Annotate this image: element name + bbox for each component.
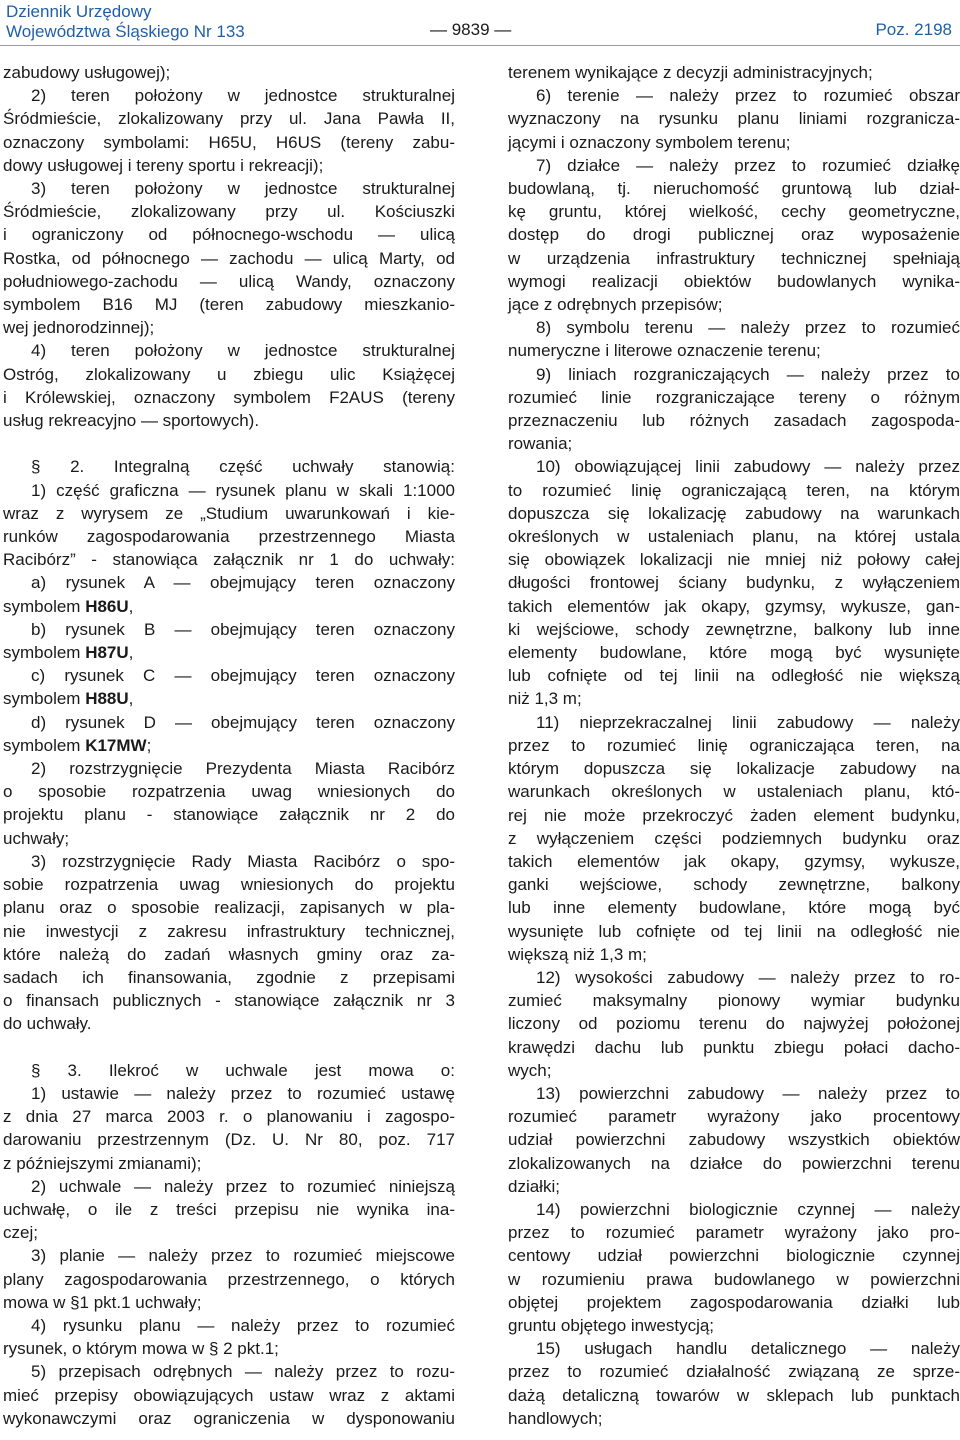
text-line: 2) uchwale — należy przez to rozumieć niniejszą bbox=[31, 1176, 455, 1196]
text-line: liczony od poziomu terenu do najwyżej położonej bbox=[508, 1014, 960, 1034]
journal-title-line2: Województwa Śląskiego Nr 133 bbox=[6, 22, 245, 41]
left-column bbox=[3, 61, 455, 1430]
journal-title-line1: Dziennik Urzędowy bbox=[6, 2, 152, 21]
text-line: zabudowy usługowej); bbox=[3, 63, 171, 82]
text-line: 12) wysokości zabudowy — należy przez to ro- bbox=[536, 967, 960, 987]
text-line: lub inne elementy budowlane, które mogą być bbox=[508, 898, 960, 918]
text-line: nie inwestycji z zakresu infrastruktury technicznej, bbox=[3, 921, 455, 941]
text-line: a) rysunek A — obejmujący teren oznaczony bbox=[31, 573, 455, 593]
journal-title bbox=[6, 2, 245, 42]
text-line: 11) nieprzekraczalnej linii zabudowy — należy bbox=[536, 712, 960, 732]
text-line: 3) planie — należy przez to rozumieć miejscowe bbox=[31, 1246, 455, 1266]
text-line: § 3. Ilekroć w uchwale jest mowa o: bbox=[31, 1060, 455, 1080]
text-line: symbolem B16 MJ (teren zabudowy mieszkanio- bbox=[3, 295, 455, 315]
text-line: uchwały; bbox=[3, 828, 70, 848]
text-line: c) rysunek C — obejmujący teren oznaczony bbox=[31, 666, 455, 686]
text-line: Rostka, od północnego — zachodu — ulicą Marty, od bbox=[3, 248, 455, 268]
text-line: handlowych; bbox=[508, 1408, 603, 1428]
text-line: 3) rozstrzygnięcie Rady Miasta Racibórz o spo- bbox=[31, 851, 455, 871]
text-line: symbolem H88U, bbox=[3, 689, 134, 709]
text-line: rowania; bbox=[508, 434, 573, 454]
text-line: jące z odrębnych przepisów; bbox=[508, 295, 723, 315]
text-line: o finansach publicznych - stanowiące załącznik nr 3 bbox=[3, 991, 455, 1011]
text-line: to rozumieć linię ograniczającą teren, na którym bbox=[508, 480, 960, 500]
text-line: z późniejszymi zmianami); bbox=[3, 1153, 202, 1173]
text-line: czej; bbox=[3, 1223, 38, 1243]
text-line: przez to rozumieć parametr wyrażony jako pro- bbox=[508, 1223, 960, 1243]
text-line: którym dopuszcza się lokalizacje zabudowy na bbox=[508, 759, 960, 779]
text-line: przeznaczeniu lub różnych zasadach zagospoda- bbox=[508, 411, 960, 431]
text-line: wykonawczymi oraz ograniczenia w dysponowaniu bbox=[3, 1408, 455, 1428]
text-line: 1) część graficzna — rysunek planu w skali 1:1000 bbox=[31, 480, 455, 500]
text-line: elementy budowlane, które mogą być wysunięte bbox=[508, 643, 960, 663]
text-line: przez to rozumieć linię ograniczająca teren, na bbox=[508, 735, 960, 755]
text-line: z dnia 27 marca 2003 r. o planowaniu i zagospo- bbox=[3, 1107, 455, 1127]
text-line: 2) rozstrzygnięcie Prezydenta Miasta Racibórz bbox=[31, 759, 455, 779]
text-line: 8) symbolu terenu — należy przez to rozumieć bbox=[536, 318, 960, 338]
text-line: określonych w ustaleniach planu, na której ustala bbox=[508, 527, 960, 547]
text-line: Śródmieście, zlokalizowany przy ul. Kościuszki bbox=[3, 202, 455, 222]
text-line: większą niż 1,3 m; bbox=[508, 944, 647, 964]
paragraph-gap bbox=[3, 1036, 455, 1059]
text-line: dażą detaliczną towarów w sklepach lub punktach bbox=[508, 1385, 960, 1405]
text-line: wymogi realizacji obiektów budowlanych wynika- bbox=[508, 271, 960, 291]
text-line: objętej projektem zagospodarowania działki lub bbox=[508, 1292, 960, 1312]
text-line: sadach ich finansowania, zgodnie z przepisami bbox=[3, 967, 455, 987]
text-line: oznaczony symbolami: H65U, H6US (tereny zabu- bbox=[3, 132, 455, 152]
text-line: d) rysunek D — obejmujący teren oznaczony bbox=[31, 712, 455, 732]
text-line: przez to rozumieć działalność związaną ze sprze- bbox=[508, 1362, 960, 1382]
text-line: udział powierzchni zabudowy wszystkich obiektów bbox=[508, 1130, 960, 1150]
text-line: 6) terenie — należy przez to rozumieć obszar bbox=[536, 86, 960, 106]
text-line: działki; bbox=[508, 1176, 560, 1196]
text-line: 2) teren położony w jednostce strukturalnej bbox=[31, 86, 455, 106]
text-line: 13) powierzchni zabudowy — należy przez to bbox=[536, 1083, 960, 1103]
position-number: Poz. 2198 bbox=[875, 20, 952, 39]
text-line: Śródmieście, zlokalizowany przy ul. Jana Pawła II, bbox=[3, 109, 455, 129]
text-line: zlokalizowanych na działce do powierzchni terenu bbox=[508, 1153, 960, 1173]
text-line: 1) ustawie — należy przez to rozumieć ustawę bbox=[31, 1083, 455, 1103]
text-line: mieć przepisy obowiązujących ustaw wraz z aktami bbox=[3, 1385, 455, 1405]
text-line: zumieć maksymalny pionowy wymiar budynku bbox=[508, 991, 960, 1011]
text-line: wyznaczony na rysunku planu liniami rozgranicza- bbox=[508, 109, 960, 129]
text-line: długości frontowej ściany budynku, z wyłączeniem bbox=[508, 573, 960, 593]
text-line: runków zagospodarowania przestrzennego Miasta bbox=[3, 527, 455, 547]
text-line: 5) przepisach odrębnych — należy przez to rozu- bbox=[31, 1362, 455, 1382]
text-line: darowaniu przestrzennym (Dz. U. Nr 80, poz. 717 bbox=[3, 1130, 455, 1150]
text-line: 4) rysunku planu — należy przez to rozumieć bbox=[31, 1315, 455, 1335]
text-line: planu oraz o sposobie realizacji, zapisanych w pla- bbox=[3, 898, 455, 918]
text-line: 3) teren położony w jednostce strukturalnej bbox=[31, 179, 455, 199]
text-line: symbolem H86U, bbox=[3, 596, 134, 616]
text-line: wraz z wyrysem ze „Studium uwarunkowań i kie- bbox=[3, 503, 455, 523]
text-line: dopuszcza się lokalizację zabudowy na warunkach bbox=[508, 503, 960, 523]
text-line: symbolem H87U, bbox=[3, 643, 134, 663]
text-line: 4) teren położony w jednostce strukturalnej bbox=[31, 341, 455, 361]
text-line: symbolem K17MW; bbox=[3, 735, 152, 755]
page-header bbox=[0, 0, 960, 44]
text-line: takich elementów jak okapy, gzymsy, wykusze, gan- bbox=[508, 596, 960, 616]
text-line: z wyłączeniem części podziemnych budynku oraz bbox=[508, 828, 960, 848]
text-line: jącymi i oznaczony symbolem terenu; bbox=[508, 132, 791, 152]
text-line: sobie rozpatrzenia uwag wniesionych do projektu bbox=[3, 875, 455, 895]
text-line: usług rekreacyjno — sportowych). bbox=[3, 411, 260, 431]
text-line: dostęp do drogi publicznej oraz wyposażenie bbox=[508, 225, 960, 245]
text-line: o sposobie rozpatrzenia uwag wniesionych do bbox=[3, 782, 455, 802]
text-line: takich elementów jak okapy, gzymsy, wykusze, bbox=[508, 851, 960, 871]
text-line: gruntu objętego inwestycją; bbox=[508, 1315, 715, 1335]
paragraph-gap bbox=[3, 432, 455, 455]
text-line: rozumieć linie rozgraniczające tereny o różnym bbox=[508, 387, 960, 407]
text-line: ganki wejściowe, schody zewnętrzne, balkony bbox=[508, 875, 960, 895]
text-line: się obowiązek lokalizacji nie mniej niż połowy całej bbox=[508, 550, 960, 570]
text-line: południowego-zachodu — ulicą Wandy, oznaczony bbox=[3, 271, 455, 291]
text-line: projektu planu - stanowiące załącznik nr 2 do bbox=[3, 805, 455, 825]
text-line: terenem wynikające z decyzji administracyjnych; bbox=[508, 63, 873, 82]
text-line: § 2. Integralną część uchwały stanowią: bbox=[31, 457, 455, 477]
text-line: centowy udział powierzchni biologicznie czynnej bbox=[508, 1246, 960, 1266]
header-divider bbox=[0, 45, 960, 46]
text-line: rozumieć parametr wyrażony jako procentowy bbox=[508, 1107, 960, 1127]
text-line: 9) liniach rozgraniczających — należy przez to bbox=[536, 364, 960, 384]
text-line: 14) powierzchni biologicznie czynnej — należy bbox=[536, 1199, 960, 1219]
text-line: rysunek, o którym mowa w § 2 pkt.1; bbox=[3, 1339, 279, 1359]
text-line: wysunięte lub cofnięte od tej linii na odległość nie bbox=[508, 921, 960, 941]
text-line: niż 1,3 m; bbox=[508, 689, 582, 709]
text-line: Racibórz” - stanowiąca załącznik nr 1 do uchwały: bbox=[3, 550, 455, 570]
text-line: krawędzi dachu lub punktu zbiegu połaci dacho- bbox=[508, 1037, 960, 1057]
text-line: które należą do zadań własnych gminy oraz za- bbox=[3, 944, 455, 964]
text-line: i ograniczony od północnego-wschodu — ulicą bbox=[3, 225, 455, 245]
text-line: rej nie może przekroczyć żaden element budynku, bbox=[508, 805, 960, 825]
text-line: b) rysunek B — obejmujący teren oznaczony bbox=[31, 619, 455, 639]
text-line: uchwałę, o ile z treści przepisu nie wynika ina- bbox=[3, 1199, 455, 1219]
text-line: Ostróg, zlokalizowany u zbiegu ulic Książęcej bbox=[3, 364, 455, 384]
text-line: 7) działce — należy przez to rozumieć działkę bbox=[536, 155, 960, 175]
text-line: numeryczne i literowe oznaczenie terenu; bbox=[508, 341, 821, 361]
text-line: budowlaną, tj. nieruchomość gruntową lub dział- bbox=[508, 179, 960, 199]
text-line: w urządzenia infrastruktury technicznej spełniają bbox=[508, 248, 960, 268]
text-line: do uchwały. bbox=[3, 1014, 92, 1034]
text-line: warunkach określonych w ustaleniach planu, któ- bbox=[508, 782, 960, 802]
text-line: wych; bbox=[508, 1060, 552, 1080]
text-line: wej jednorodzinnej); bbox=[3, 318, 155, 338]
text-line: mowa w §1 pkt.1 uchwały; bbox=[3, 1292, 202, 1312]
text-line: i Królewskiej, oznaczony symbolem F2AUS (tereny bbox=[3, 387, 455, 407]
text-line: 15) usługach handlu detalicznego — należy bbox=[536, 1339, 960, 1359]
text-line: lub cofnięte od tej linii na odległość nie większą bbox=[508, 666, 960, 686]
text-line: ki wejściowe, schody zewnętrzne, balkony lub inne bbox=[508, 619, 960, 639]
right-column bbox=[508, 61, 960, 1430]
text-line: w rozumieniu prawa budowlanego w powierzchni bbox=[508, 1269, 960, 1289]
page-number: — 9839 — bbox=[430, 20, 512, 39]
text-line: kę gruntu, której wielkość, cechy geometryczne, bbox=[508, 202, 960, 222]
text-line: 10) obowiązującej linii zabudowy — należy przez bbox=[536, 457, 960, 477]
text-line: plany zagospodarowania przestrzennego, o których bbox=[3, 1269, 455, 1289]
text-line: dowy usługowej i tereny sportu i rekreacji); bbox=[3, 155, 324, 175]
